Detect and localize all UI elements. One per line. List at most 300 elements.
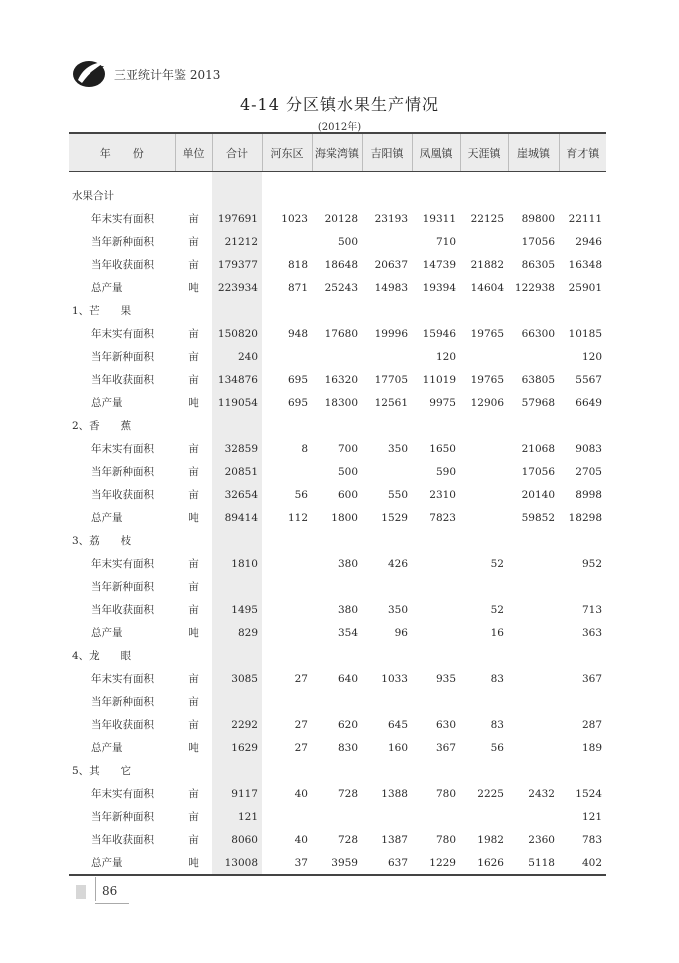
row-label: 总产量 <box>91 627 123 639</box>
unit-cell: 亩 <box>188 788 199 800</box>
table-row <box>69 552 606 575</box>
value-cell <box>460 184 508 207</box>
value-cell: 830 <box>337 741 358 754</box>
total-cell: 20851 <box>212 460 262 483</box>
value-cell: 948 <box>287 327 308 340</box>
row-label: 当年新种面积 <box>91 351 154 363</box>
value-cell <box>262 345 312 368</box>
column-header: 单位 <box>175 133 212 172</box>
table-title: 4-14 分区镇水果生产情况 <box>239 95 440 114</box>
value-cell: 20140 <box>521 488 555 501</box>
value-cell: 18300 <box>324 396 358 409</box>
value-cell: 380 <box>337 603 358 616</box>
unit-cell: 亩 <box>188 351 199 363</box>
total-cell: 2292 <box>212 713 262 736</box>
table-row <box>69 345 606 368</box>
row-label: 1、芒 果 <box>72 305 132 317</box>
value-cell <box>460 644 508 667</box>
table-row <box>69 621 606 644</box>
value-cell <box>460 529 508 552</box>
table-row <box>69 667 606 690</box>
value-cell <box>559 759 606 782</box>
value-cell: 18648 <box>324 258 358 271</box>
value-cell <box>362 345 412 368</box>
column-header: 吉阳镇 <box>362 133 412 172</box>
value-cell: 121 <box>581 810 602 823</box>
value-cell <box>412 529 460 552</box>
value-cell: 19996 <box>374 327 408 340</box>
value-cell <box>262 621 312 644</box>
value-cell: 52 <box>490 557 504 570</box>
value-cell: 7823 <box>429 511 456 524</box>
value-cell: 728 <box>337 833 358 846</box>
value-cell: 1524 <box>575 787 602 800</box>
unit-cell <box>175 644 212 667</box>
category-row <box>69 759 606 782</box>
total-cell: 1810 <box>212 552 262 575</box>
value-cell: 1650 <box>429 442 456 455</box>
value-cell: 3959 <box>312 851 362 875</box>
table-row <box>69 322 606 345</box>
value-cell <box>508 345 559 368</box>
table-cell <box>362 172 412 185</box>
row-label: 当年收获面积 <box>91 374 154 386</box>
value-cell: 713 <box>581 603 602 616</box>
unit-cell: 亩 <box>188 673 199 685</box>
category-row <box>69 299 606 322</box>
table-cell <box>508 172 559 185</box>
row-label: 年末实有面积 <box>91 213 154 225</box>
value-cell: 637 <box>362 851 412 875</box>
value-cell: 590 <box>435 465 456 478</box>
value-cell: 23193 <box>374 212 408 225</box>
unit-cell: 亩 <box>188 834 199 846</box>
table-cell <box>312 172 362 185</box>
value-cell: 1033 <box>381 672 408 685</box>
value-cell <box>312 345 362 368</box>
value-cell <box>412 414 460 437</box>
value-cell <box>460 299 508 322</box>
table-cell <box>412 172 460 185</box>
unit-cell: 亩 <box>188 696 199 708</box>
value-cell: 27 <box>294 741 308 754</box>
value-cell <box>362 575 412 598</box>
value-cell: 952 <box>581 557 602 570</box>
value-cell: 9083 <box>575 442 602 455</box>
column-header: 天涯镇 <box>460 133 508 172</box>
total-cell: 150820 <box>212 322 262 345</box>
row-label: 总产量 <box>91 742 123 754</box>
value-cell <box>559 575 606 598</box>
column-header: 海棠湾镇 <box>312 133 362 172</box>
row-label: 5、其 它 <box>72 765 132 777</box>
value-cell <box>362 759 412 782</box>
row-label: 当年新种面积 <box>91 811 154 823</box>
unit-cell: 吨 <box>175 851 212 875</box>
value-cell: 350 <box>387 442 408 455</box>
value-cell: 96 <box>394 626 408 639</box>
unit-cell <box>175 529 212 552</box>
value-cell <box>262 184 312 207</box>
row-label: 年末实有面积 <box>91 788 154 800</box>
value-cell: 83 <box>490 718 504 731</box>
total-cell: 8060 <box>212 828 262 851</box>
value-cell: 500 <box>337 235 358 248</box>
value-cell: 63805 <box>521 373 555 386</box>
column-header: 年 份 <box>69 133 175 172</box>
unit-cell <box>175 184 212 207</box>
total-cell: 9117 <box>212 782 262 805</box>
row-label: 当年收获面积 <box>91 489 154 501</box>
value-cell <box>412 552 460 575</box>
value-cell: 40 <box>294 787 308 800</box>
yearbook-logo-icon <box>70 56 110 90</box>
fruit-production-table <box>69 132 606 876</box>
value-cell: 22111 <box>568 212 602 225</box>
table-row <box>69 782 606 805</box>
unit-cell: 亩 <box>188 581 199 593</box>
value-cell <box>312 184 362 207</box>
value-cell: 2946 <box>575 235 602 248</box>
total-cell: 21212 <box>212 230 262 253</box>
value-cell <box>412 184 460 207</box>
value-cell <box>362 184 412 207</box>
value-cell: 630 <box>435 718 456 731</box>
value-cell: 14983 <box>374 281 408 294</box>
value-cell: 500 <box>337 465 358 478</box>
total-cell: 32654 <box>212 483 262 506</box>
value-cell <box>312 575 362 598</box>
value-cell: 11019 <box>422 373 456 386</box>
value-cell: 645 <box>387 718 408 731</box>
row-label: 当年收获面积 <box>91 259 154 271</box>
category-row <box>69 414 606 437</box>
value-cell: 5118 <box>508 851 559 875</box>
value-cell <box>262 414 312 437</box>
value-cell: 17056 <box>521 465 555 478</box>
table-subtitle: (2012年) <box>317 122 362 133</box>
column-header: 崖城镇 <box>508 133 559 172</box>
value-cell <box>412 805 460 828</box>
row-label: 总产量 <box>69 851 175 875</box>
table-cell <box>69 172 175 185</box>
value-cell <box>262 230 312 253</box>
row-label: 当年新种面积 <box>91 466 154 478</box>
value-cell <box>460 805 508 828</box>
value-cell <box>362 414 412 437</box>
total-cell <box>212 575 262 598</box>
value-cell <box>262 460 312 483</box>
value-cell: 12561 <box>374 396 408 409</box>
category-row <box>69 529 606 552</box>
value-cell <box>312 644 362 667</box>
value-cell: 2225 <box>477 787 504 800</box>
value-cell: 818 <box>287 258 308 271</box>
value-cell: 1023 <box>281 212 308 225</box>
value-cell <box>559 690 606 713</box>
value-cell: 120 <box>581 350 602 363</box>
value-cell: 19394 <box>422 281 456 294</box>
value-cell: 52 <box>490 603 504 616</box>
value-cell: 21882 <box>470 258 504 271</box>
total-cell: 1495 <box>212 598 262 621</box>
yearbook-title: 三亚统计年鉴 2013 <box>114 68 221 82</box>
table-row <box>69 368 606 391</box>
total-cell: 119054 <box>212 391 262 414</box>
value-cell: 66300 <box>521 327 555 340</box>
row-label: 年末实有面积 <box>91 328 154 340</box>
total-cell <box>212 759 262 782</box>
value-cell: 1229 <box>412 851 460 875</box>
unit-cell: 吨 <box>188 742 199 754</box>
value-cell <box>508 644 559 667</box>
value-cell <box>508 575 559 598</box>
value-cell: 6649 <box>575 396 602 409</box>
value-cell <box>559 529 606 552</box>
total-cell: 829 <box>212 621 262 644</box>
unit-cell: 亩 <box>188 489 199 501</box>
value-cell <box>508 598 559 621</box>
value-cell <box>262 598 312 621</box>
value-cell: 86305 <box>521 258 555 271</box>
value-cell <box>312 805 362 828</box>
unit-cell <box>175 759 212 782</box>
unit-cell: 亩 <box>188 719 199 731</box>
value-cell: 27 <box>294 718 308 731</box>
value-cell <box>508 759 559 782</box>
value-cell: 402 <box>559 851 606 875</box>
total-cell <box>212 184 262 207</box>
value-cell <box>460 759 508 782</box>
value-cell: 17705 <box>374 373 408 386</box>
value-cell: 700 <box>337 442 358 455</box>
value-cell: 640 <box>337 672 358 685</box>
value-cell: 367 <box>435 741 456 754</box>
table-row <box>69 598 606 621</box>
value-cell <box>559 299 606 322</box>
value-cell <box>262 805 312 828</box>
value-cell: 367 <box>581 672 602 685</box>
row-label: 年末实有面积 <box>91 558 154 570</box>
value-cell <box>312 414 362 437</box>
row-label: 总产量 <box>91 397 123 409</box>
total-cell <box>212 299 262 322</box>
table-row <box>69 391 606 414</box>
row-label: 当年收获面积 <box>91 834 154 846</box>
total-cell: 134876 <box>212 368 262 391</box>
value-cell <box>460 575 508 598</box>
row-label: 当年新种面积 <box>91 581 154 593</box>
page-divider <box>95 903 129 904</box>
value-cell <box>508 529 559 552</box>
unit-cell: 吨 <box>188 512 199 524</box>
value-cell: 16 <box>490 626 504 639</box>
value-cell: 14604 <box>470 281 504 294</box>
value-cell <box>508 736 559 759</box>
row-label: 年末实有面积 <box>91 673 154 685</box>
value-cell: 380 <box>337 557 358 570</box>
unit-cell <box>175 414 212 437</box>
value-cell <box>412 575 460 598</box>
value-cell: 2705 <box>575 465 602 478</box>
unit-cell: 亩 <box>188 213 199 225</box>
value-cell <box>362 529 412 552</box>
value-cell <box>460 483 508 506</box>
column-header: 凤凰镇 <box>412 133 460 172</box>
value-cell <box>262 552 312 575</box>
total-cell: 32859 <box>212 437 262 460</box>
value-cell: 17056 <box>521 235 555 248</box>
total-cell: 121 <box>212 805 262 828</box>
value-cell <box>460 414 508 437</box>
value-cell: 9975 <box>429 396 456 409</box>
row-label: 2、香 蕉 <box>72 420 132 432</box>
unit-cell: 亩 <box>188 558 199 570</box>
table-cell <box>460 172 508 185</box>
row-label: 当年收获面积 <box>91 719 154 731</box>
value-cell <box>508 667 559 690</box>
unit-cell: 亩 <box>188 328 199 340</box>
table-cell <box>212 172 262 185</box>
value-cell: 22125 <box>470 212 504 225</box>
unit-cell: 亩 <box>188 374 199 386</box>
value-cell: 83 <box>490 672 504 685</box>
table-cell <box>262 172 312 185</box>
value-cell: 40 <box>294 833 308 846</box>
value-cell: 59852 <box>521 511 555 524</box>
total-cell <box>212 414 262 437</box>
page-corner-mark <box>76 885 86 899</box>
table-row <box>69 690 606 713</box>
page-number: 86 <box>102 884 118 898</box>
value-cell <box>312 529 362 552</box>
value-cell: 16348 <box>568 258 602 271</box>
unit-cell: 亩 <box>188 259 199 271</box>
value-cell: 1982 <box>477 833 504 846</box>
value-cell: 1387 <box>381 833 408 846</box>
row-label: 当年新种面积 <box>91 696 154 708</box>
value-cell: 15946 <box>422 327 456 340</box>
value-cell <box>508 552 559 575</box>
value-cell <box>262 690 312 713</box>
value-cell: 56 <box>490 741 504 754</box>
category-row <box>69 644 606 667</box>
unit-cell: 亩 <box>188 236 199 248</box>
total-cell <box>212 529 262 552</box>
value-cell: 363 <box>581 626 602 639</box>
total-cell: 197691 <box>212 207 262 230</box>
value-cell: 21068 <box>521 442 555 455</box>
value-cell <box>460 437 508 460</box>
value-cell: 1626 <box>460 851 508 875</box>
table-spacer-row <box>69 172 606 185</box>
table-row <box>69 483 606 506</box>
value-cell: 1529 <box>381 511 408 524</box>
value-cell <box>412 598 460 621</box>
total-cell: 89414 <box>212 506 262 529</box>
row-label: 当年新种面积 <box>91 236 154 248</box>
value-cell <box>460 690 508 713</box>
total-cell: 179377 <box>212 253 262 276</box>
value-cell: 57968 <box>521 396 555 409</box>
value-cell: 18298 <box>568 511 602 524</box>
value-cell: 2432 <box>528 787 555 800</box>
table-row <box>69 253 606 276</box>
value-cell <box>508 713 559 736</box>
value-cell: 27 <box>294 672 308 685</box>
value-cell <box>460 345 508 368</box>
value-cell <box>508 299 559 322</box>
value-cell: 780 <box>435 787 456 800</box>
value-cell <box>412 621 460 644</box>
table-row <box>69 437 606 460</box>
value-cell: 2360 <box>528 833 555 846</box>
total-cell: 223934 <box>212 276 262 299</box>
value-cell <box>460 230 508 253</box>
value-cell: 8 <box>301 442 308 455</box>
value-cell <box>412 759 460 782</box>
total-cell: 3085 <box>212 667 262 690</box>
value-cell: 160 <box>387 741 408 754</box>
value-cell: 20128 <box>324 212 358 225</box>
value-cell <box>508 690 559 713</box>
table-row <box>69 506 606 529</box>
value-cell: 16320 <box>324 373 358 386</box>
table-cell <box>559 172 606 185</box>
table-cell <box>175 172 212 185</box>
value-cell <box>460 506 508 529</box>
value-cell: 426 <box>387 557 408 570</box>
value-cell: 728 <box>337 787 358 800</box>
row-label: 年末实有面积 <box>91 443 154 455</box>
value-cell: 112 <box>287 511 308 524</box>
value-cell: 935 <box>435 672 456 685</box>
table-row <box>69 207 606 230</box>
total-cell <box>212 690 262 713</box>
value-cell: 19765 <box>470 327 504 340</box>
value-cell: 783 <box>581 833 602 846</box>
value-cell: 89800 <box>521 212 555 225</box>
table-row <box>69 851 606 875</box>
total-cell <box>212 644 262 667</box>
value-cell: 20637 <box>374 258 408 271</box>
value-cell <box>262 759 312 782</box>
value-cell: 122938 <box>514 281 555 294</box>
value-cell <box>412 299 460 322</box>
value-cell <box>262 575 312 598</box>
row-label: 水果合计 <box>72 190 114 202</box>
value-cell: 25901 <box>568 281 602 294</box>
table-row <box>69 276 606 299</box>
total-cell: 1629 <box>212 736 262 759</box>
table-row <box>69 230 606 253</box>
unit-cell: 吨 <box>188 397 199 409</box>
value-cell: 695 <box>287 373 308 386</box>
value-cell <box>362 690 412 713</box>
value-cell: 12906 <box>470 396 504 409</box>
value-cell <box>508 184 559 207</box>
column-header: 河东区 <box>262 133 312 172</box>
value-cell <box>508 621 559 644</box>
table-row <box>69 736 606 759</box>
unit-cell: 吨 <box>188 627 199 639</box>
value-cell: 56 <box>294 488 308 501</box>
value-cell <box>312 759 362 782</box>
row-label: 3、荔 枝 <box>72 535 132 547</box>
value-cell: 350 <box>387 603 408 616</box>
value-cell <box>362 805 412 828</box>
row-label: 总产量 <box>91 282 123 294</box>
